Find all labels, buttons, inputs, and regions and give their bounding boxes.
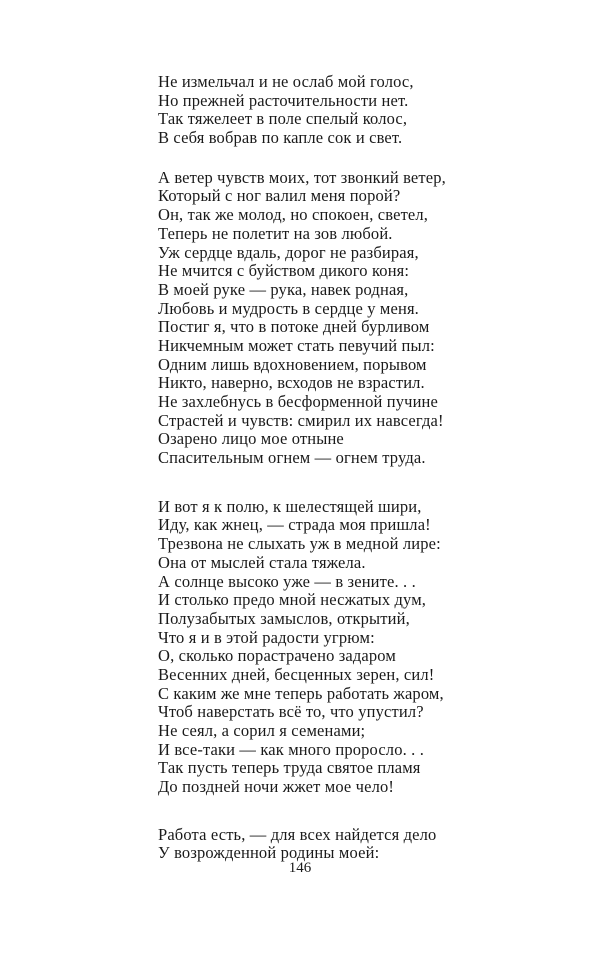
poem-line: Никчемным может стать певучий пыл: xyxy=(158,335,435,355)
stanza-break xyxy=(158,797,578,826)
poem-line: Уж сердце вдаль, дорог не разбирая, xyxy=(158,242,419,262)
poem-line: Так пусть теперь труда святое пламя xyxy=(158,758,421,778)
poem-line: Весенних дней, бесценных зерен, сил! xyxy=(158,664,435,684)
page-number: 146 xyxy=(288,860,312,876)
poem-line: Спасительным огнем — огнем труда. xyxy=(158,448,426,468)
poem-line: Чтоб наверстать всё то, что упустил? xyxy=(158,702,424,722)
poem-line: И все-таки — как много проросло. . . xyxy=(158,739,424,759)
poem-line: Любовь и мудрость в сердце у меня. xyxy=(158,298,419,318)
poem-line: А ветер чувств моих, тот звонкий ветер, xyxy=(158,167,446,187)
stanza-1 xyxy=(158,73,578,148)
stanza-break xyxy=(158,148,578,169)
poem-line: А солнце высоко уже — в зените. . . xyxy=(158,571,416,591)
poem-line: До поздней ночи жжет мое чело! xyxy=(158,777,395,797)
poem-line: Так тяжелеет в поле спелый колос, xyxy=(158,109,408,129)
poem-line: Никто, наверно, всходов не взрастил. xyxy=(158,373,425,393)
poem-line: Но прежней расточительности нет. xyxy=(158,90,409,110)
stanza-4 xyxy=(158,826,578,863)
poem-line: У возрожденной родины моей: xyxy=(158,843,380,863)
stanza-2 xyxy=(158,169,578,468)
poem-line: Не захлебнусь в бесформенной пучине xyxy=(158,392,438,411)
poem-line: И вот я к полю, к шелестящей шири, xyxy=(158,496,422,516)
poem-line: Полузабытых замыслов, открытий, xyxy=(158,608,410,628)
poem-line: В себя вобрав по капле сок и свет. xyxy=(158,128,403,148)
stanza-3 xyxy=(158,498,578,797)
poem-line: Который с ног валил меня порой? xyxy=(158,186,401,206)
poem-line: Работа есть, — для всех найдется дело xyxy=(158,824,437,844)
poem-line: Не сеял, а сорил я семенами; xyxy=(158,721,366,740)
poem-line: В моей руке — рука, навек родная, xyxy=(158,279,409,299)
poem-line: Что я и в этой радости угрюм: xyxy=(158,627,375,647)
poem-line: Она от мыслей стала тяжела. xyxy=(158,552,366,572)
poem-line: Не мчится с буйством дикого коня: xyxy=(158,261,410,281)
stanza-break xyxy=(158,468,578,498)
poem-line: Теперь не полетит на зов любой. xyxy=(158,223,393,243)
poem-line: Не измельчал и не ослаб мой голос, xyxy=(158,72,414,91)
poem-line: Страстей и чувств: смирил их навсегда! xyxy=(158,410,444,430)
poem-line: С каким же мне теперь работать жаром, xyxy=(158,683,444,703)
poem-text xyxy=(158,73,578,863)
poem-line: О, сколько порастрачено задаром xyxy=(158,646,396,666)
poem-line: Иду, как жнец, — страда моя пришла! xyxy=(158,515,431,535)
poem-line: И столько предо мной несжатых дум, xyxy=(158,590,427,610)
poem-line: Трезвона не слыхать уж в медной лире: xyxy=(158,534,441,554)
poem-line: Он, так же молод, но спокоен, светел, xyxy=(158,205,429,225)
poem-line: Озарено лицо мое отныне xyxy=(158,429,344,449)
poem-line: Постиг я, что в потоке дней бурливом xyxy=(158,317,430,337)
poem-line: Одним лишь вдохновением, порывом xyxy=(158,354,427,374)
